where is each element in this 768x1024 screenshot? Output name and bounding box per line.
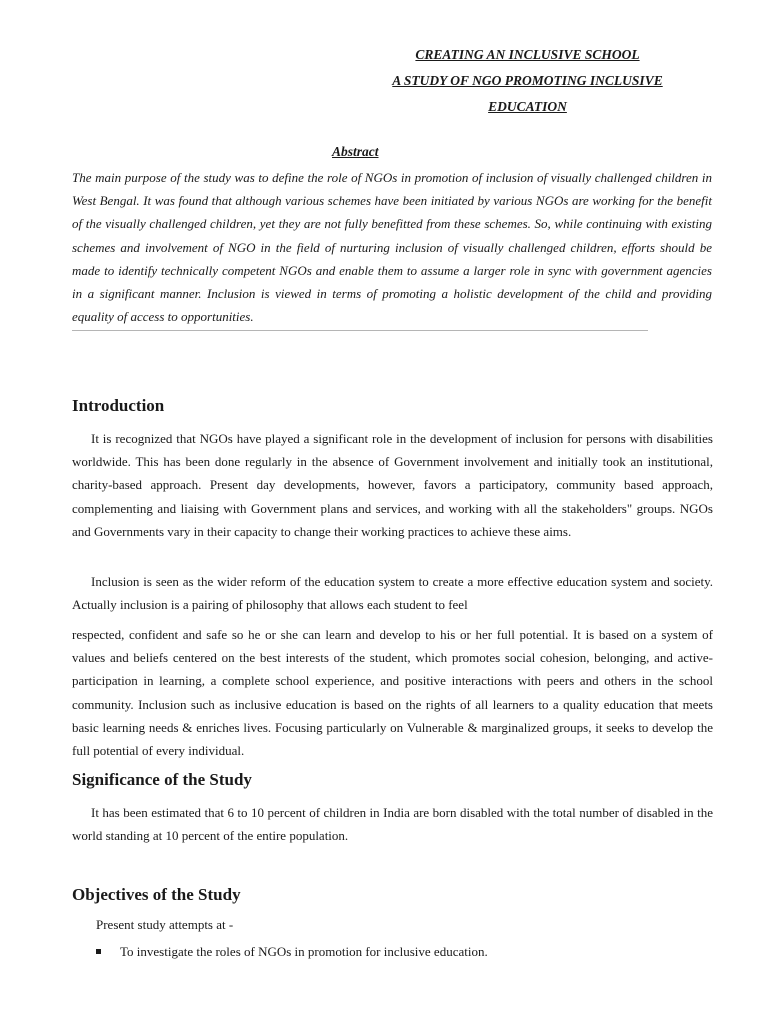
objective-text: To investigate the roles of NGOs in promotion for inclusive education.: [120, 944, 488, 959]
title-line-2: A STUDY OF NGO PROMOTING INCLUSIVE: [392, 73, 663, 88]
introduction-heading: Introduction: [72, 396, 165, 415]
abstract-heading: Abstract: [332, 144, 379, 159]
introduction-paragraph-2: Inclusion is seen as the wider reform of the education system to create a more effective education system and society. Actually inclusion is a pairing of philosophy that allows each student to feel: [72, 574, 713, 613]
objectives-list: [96, 942, 488, 962]
significance-paragraph: It has been estimated that 6 to 10 percent of children in India are born disabled with the total number of disabled in the world standing at 10 percent of the entire population.: [72, 805, 713, 844]
introduction-paragraph-3: respected, confident and safe so he or she can learn and develop to his or her full potential. It is based on a system of values and beliefs centered on the best interests of the student, which promotes social cohesion, belonging, and active-participation in learning, a complete school experience, and positive interactions with peers and others in the school community. Inclusion such as inclusive education is based on the rights of all learners to a quality education that meets basic learning needs & enriches lives. Focusing particularly on Vulnerable & marginalized groups, it seeks to develop the full potential of every individual.: [72, 627, 713, 759]
square-bullet-icon: [96, 949, 101, 954]
objectives-intro: Present study attempts at -: [96, 917, 234, 932]
significance-heading: Significance of the Study: [72, 770, 252, 789]
abstract-text: The main purpose of the study was to define the role of NGOs in promotion of inclusion of visually challenged children in West Bengal. It was found that although various schemes have been initiated by various NGOs are working for the benefit of the visually challenged children, yet they are not fully benefitted from these schemes. So, while continuing with existing schemes and involvement of NGO in the field of nurturing inclusion of visually challenged children, efforts should be made to identify technically competent NGOs and enable them to assume a larger role in sync with government agencies in a significant manner. Inclusion is viewed in terms of promoting a holistic development of the child and providing equality of access to opportunities.: [72, 170, 712, 325]
section-divider: [72, 330, 648, 331]
title-line-1: CREATING AN INCLUSIVE SCHOOL: [415, 47, 640, 62]
introduction-paragraph-1: It is recognized that NGOs have played a significant role in the development of inclusion for persons with disabilities worldwide. This has been done regularly in the absence of Government involvement and initially took an institutional, charity-based approach. Present day developments, however, favors a participatory, community based approach, complementing and liaising with Government plans and services, and working with all the stakeholders" groups. NGOs and Governments vary in their capacity to change their working practices to achieve these aims.: [72, 431, 713, 539]
list-item: [96, 942, 488, 962]
document-title: [300, 42, 755, 120]
objectives-heading: Objectives of the Study: [72, 885, 241, 904]
title-line-3: EDUCATION: [488, 99, 567, 114]
